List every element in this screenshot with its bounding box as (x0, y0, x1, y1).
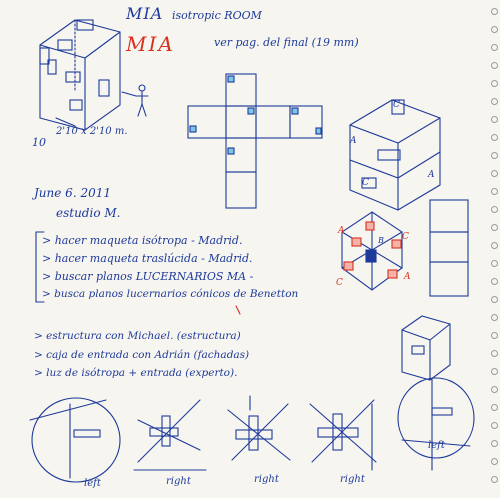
page-title-suffix: isotropic ROOM (172, 9, 262, 22)
list-item: > hacer maqueta isótropa - Madrid. (42, 234, 243, 247)
page-title: MIA (126, 4, 164, 23)
hex-label-c: C (402, 232, 409, 242)
plan-sketch-2 (134, 400, 206, 470)
sketch-label-right: right (166, 476, 191, 487)
list-item: > buscar planos LUCERNARIOS MA - (42, 270, 254, 283)
cube-label-c-2: C (362, 178, 369, 188)
note-date: June 6. 2011 (34, 186, 111, 200)
stacked-boxes-sketch (430, 200, 468, 296)
hex-label-b: B (378, 236, 384, 245)
plan-sketch-4 (310, 400, 376, 470)
hex-label-a-2: A (404, 272, 411, 282)
list-item: > hacer maqueta traslúcida - Madrid. (42, 252, 253, 265)
plan-sketch-5 (398, 378, 474, 470)
note-place: estudio M. (56, 206, 121, 220)
cube-label-a-2: A (428, 170, 435, 180)
hex-label-c-2: C (336, 278, 343, 288)
sketch-label-right-3: right (340, 474, 365, 485)
cube-net-sketch (188, 74, 322, 208)
hexagon-cube-sketch (342, 212, 402, 290)
list-item: > luz de isótropa + entrada (experto). (34, 367, 238, 379)
hex-label-a: A (338, 226, 345, 236)
sketch-label-left-2: left (428, 440, 445, 451)
reference-note: ver pag. del final (19 mm) (214, 36, 359, 49)
list-item: > busca planos lucernarios cónicos de Benetton (42, 288, 299, 300)
red-title: MIA (126, 32, 175, 56)
sketch-label-right-2: right (254, 474, 279, 485)
list-item: > caja de entrada con Adrián (fachadas) (34, 349, 250, 361)
page-number: 10 (32, 136, 46, 149)
labeled-cube-sketch (350, 100, 440, 210)
plan-sketch-1 (30, 398, 120, 482)
cube-label-a: A (350, 136, 357, 146)
small-cube-sketch (402, 316, 450, 380)
plan-sketch-3 (228, 396, 290, 460)
cube-label-c: C (393, 100, 400, 110)
sketch-label-left: left (84, 478, 101, 489)
dimension-label: 2'10 x 2'10 m. (56, 126, 128, 137)
list-item: > estructura con Michael. (estructura) (34, 330, 241, 342)
